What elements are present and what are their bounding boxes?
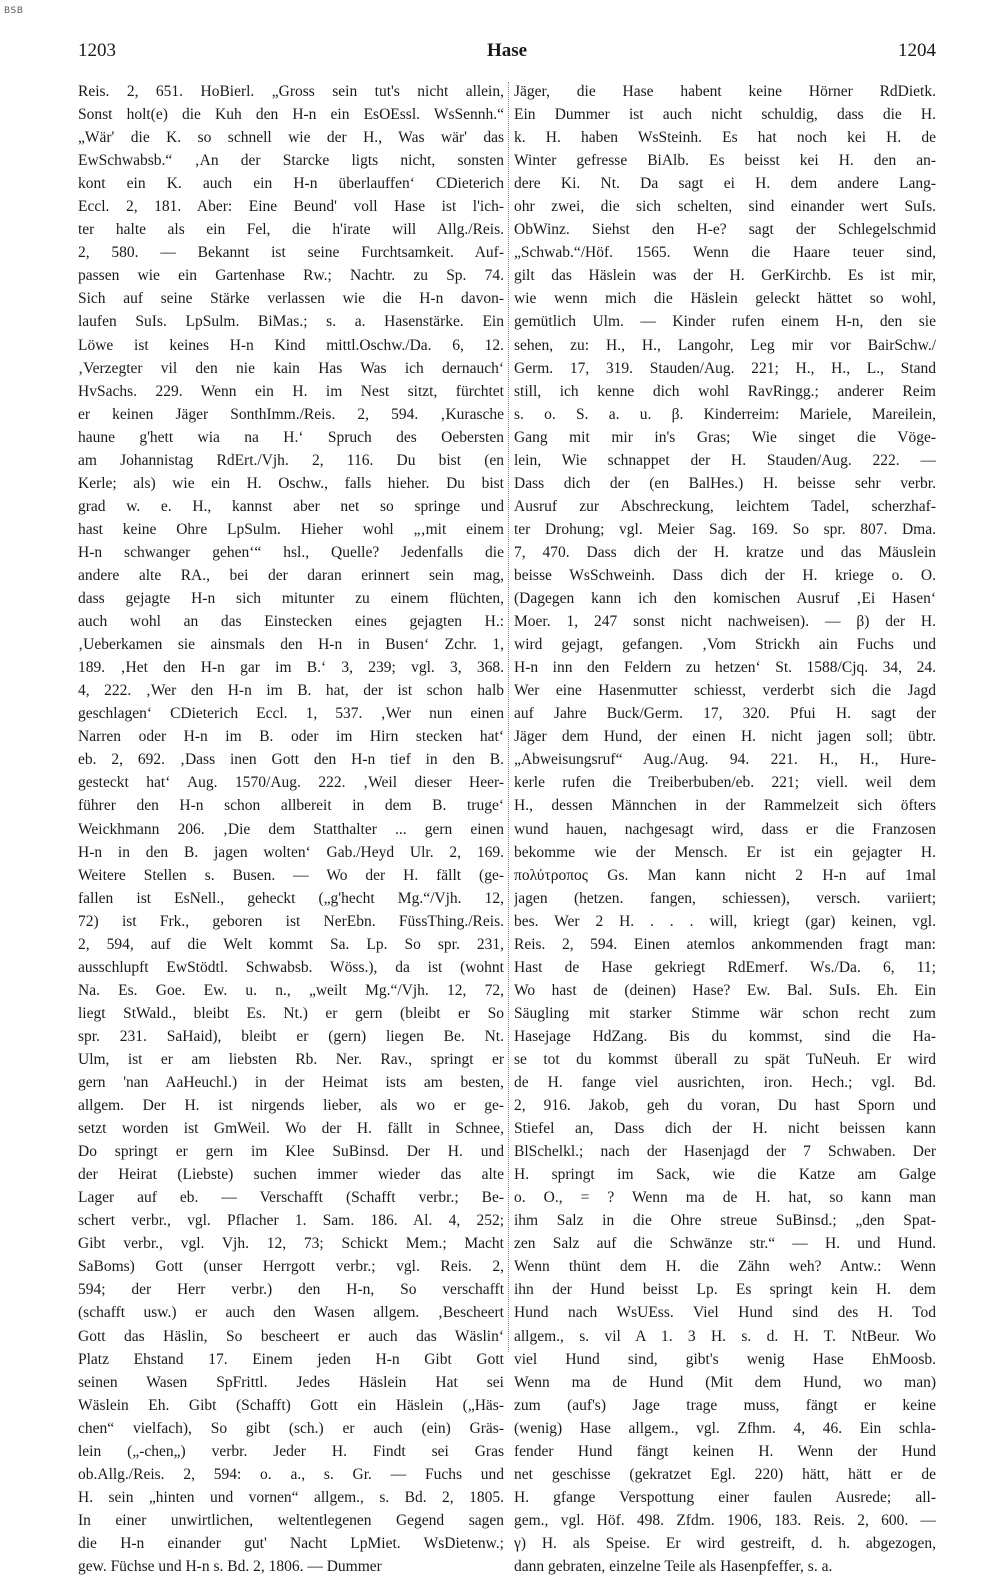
text-line: „Schwab.“/Höf. 1565. Wenn die Haare teuer sind,	[514, 244, 936, 262]
text-line: die H-n einander gut' Nacht LpMiet. WsDietenw.;	[78, 1534, 504, 1552]
text-line: Na. Es. Goe. Ew. u. n., „weilt Mg.“/Vjh. 12, 72,	[78, 981, 504, 999]
right-text-column	[514, 80, 936, 1575]
text-line: ohr zwei, die sich schelten, sind einander wert SuIs.	[514, 198, 936, 216]
text-line: o. O., = ? Wenn ma de H. hat, so kann man	[514, 1189, 936, 1207]
text-line: dere Ki. Nt. Da sagt ei H. dem andere Lang-	[514, 175, 936, 193]
text-line: still, ich kenne dich wohl RavRingg.; anderer Reim	[514, 382, 936, 400]
text-line: hast keine Ohre LpSulm. Hieher wohl „‚mit einem	[78, 520, 504, 538]
text-line: k. H. haben WsSteinh. Es hat noch kei H. de	[514, 129, 936, 147]
text-line: Platz Ehstand 17. Einem jeden H-n Gibt Gott	[78, 1350, 504, 1368]
text-line: der Heirat (Liebste) suchen immer wieder das alte	[78, 1166, 504, 1184]
text-line: Gang mit mir in's Gras; Wie singet die Vöge-	[514, 428, 936, 446]
text-line: H. sein „hinten und vornen“ allgem., s. Bd. 2, 1805.	[78, 1488, 504, 1506]
text-line: Winter gefresse BiAlb. Es beisst kei H. den an-	[514, 152, 936, 170]
text-line: 72) ist Frk., geboren ist NerEbn. FüssThing./Reis.	[78, 912, 504, 930]
text-line: (wenig) Hase allgem., vgl. Zfhm. 4, 46. Ein schla-	[514, 1419, 936, 1437]
text-line: eb. 2, 692. ‚Dass inen Gott den H-n tief in den B.	[78, 751, 504, 769]
text-line: (schafft usw.) er auch den Wasen allgem. ‚Bescheert	[78, 1304, 504, 1322]
text-line: Kerle; als) wie ein H. Oschw., falls hieher. Du bist	[78, 474, 504, 492]
text-line: beisse WsSchweinh. Dass dich der H. kriege o. O.	[514, 566, 936, 584]
text-line: Reis. 2, 651. HoBierl. „Gross sein tut's nicht allein,	[78, 83, 504, 100]
text-line: liegt StWald., bleibt Es. Nt.) er gern (bleibt er So	[78, 1004, 504, 1022]
text-line: Wer eine Hasenmutter schiesst, verderbt sich die Jagd	[514, 682, 936, 700]
text-line: schert verbr., vgl. Pflacher 1. Sam. 186. Al. 4, 252;	[78, 1212, 504, 1230]
text-line: πολύτροπος Gs. Man kann nicht 2 H-n auf 1mal	[514, 866, 936, 884]
text-line: H-n in den B. jagen wolten‘ Gab./Heyd Ulr. 2, 169.	[78, 843, 504, 861]
text-line: Weickhmann 206. ‚Die dem Statthalter ... gern einen	[78, 820, 504, 838]
text-line: Sich auf seine Stärke verlassen wie die H-n davon-	[78, 290, 504, 308]
text-line: Sonst holt(e) die Kuh den H-n ein EsOEssl. WsSennh.“	[78, 106, 504, 124]
text-line: Dass dich der (en BalHes.) H. beisse sehr verbr.	[514, 474, 936, 492]
text-line: Hasejage HdZang. Bis du kommst, sind die Ha-	[514, 1027, 936, 1045]
text-line: laufen SuIs. LpSulm. BiMas.; s. a. Hasenstärke. Ein	[78, 313, 504, 331]
text-line: ‚Verzegter vil den nie kain Has Was ich dernauch‘	[78, 359, 504, 377]
text-line: sehen, zu: H., H., Langohr, Leg mir vor BairSchw./	[514, 336, 936, 354]
text-line: haune g'hett wia na H.‘ Spruch des Oebersten	[78, 428, 504, 446]
text-line: BlSchelkl.; nach der Hasenjagd der 7 Schwaben. Der	[514, 1143, 936, 1161]
text-line: ‚Ueberkamen sie ainsmals den H-n in Busen‘ Zchr. 1,	[78, 636, 504, 654]
text-line: (Dagegen kann ich den komischen Ausruf ‚Ei Hasen‘	[514, 590, 936, 608]
text-line: viel Hund sind, gibt's wenig Hase EhMoosb.	[514, 1350, 936, 1368]
text-line: H. springt im Sack, wie die Katze am Galge	[514, 1166, 936, 1184]
text-line: H-n inn den Feldern zu hetzen‘ St. 1588/Cjq. 34, 24.	[514, 659, 936, 677]
text-line: zen Salz auf die Schwänze str.“ — H. und Hund.	[514, 1235, 936, 1253]
text-line: er keinen Jäger SonthImm./Reis. 2, 594. ‚Kurasche	[78, 405, 504, 423]
text-line: Wäslein Eh. Gibt (Schafft) Gott ein Häslein („Häs-	[78, 1396, 504, 1414]
text-line: Weitere Stellen s. Busen. — Wo der H. fällt (ge-	[78, 866, 504, 884]
text-line: „Abweisungsruf“ Aug./Aug. 94. 221. H., H., Hure-	[514, 751, 936, 769]
text-line: seinen Wasen SpFrittl. Jedes Häslein Hat sei	[78, 1373, 504, 1391]
text-line: kont ein K. auch ein H-n überlauffen‘ CDieterich	[78, 175, 504, 193]
text-line: „Wär' die K. so schnell wie der H., Was wär' das	[78, 129, 504, 147]
text-line: Reis. 2, 594. Einen atemlos ankommenden fragt man:	[514, 935, 936, 953]
text-line: Germ. 17, 319. Stauden/Aug. 221; H., H., L., Stand	[514, 359, 936, 377]
text-line: spr. 231. SaHaid), bleibt er (gern) liegen Be. Nt.	[78, 1027, 504, 1045]
text-line: dass gejagte H-n sich mitunter zu einem flüchten,	[78, 590, 504, 608]
text-line: bes. Wer 2 H. . . . will, kriegt (gar) keinen, vgl.	[514, 912, 936, 930]
text-line: s. o. S. a. u. β. Kinderreim: Mariele, Mareilein,	[514, 405, 936, 423]
text-line: net geschisse (gekratzet Egl. 220) hätt, hätt er de	[514, 1465, 936, 1483]
text-line: Stiefel an, Dass dich der H. nicht beissen kann	[514, 1120, 936, 1138]
text-line: 2, 594, auf die Welt kommt Sa. Lp. So spr. 231,	[78, 935, 504, 953]
text-line: ter Drohung; vgl. Meier Sag. 169. So spr. 807. Dma.	[514, 520, 936, 538]
page-header	[78, 40, 936, 66]
text-line: Jäger dem Hund, der einen H. nicht jagen soll; übtr.	[514, 728, 936, 746]
text-line: Do springt er gern im Klee SuBinsd. Der H. und	[78, 1143, 504, 1161]
text-line: geschlagen‘ CDieterich Eccl. 1, 537. ‚Wer nun einen	[78, 705, 504, 723]
text-line: führer den H-n schon allbereit in dem B. truge‘	[78, 797, 504, 815]
text-line: Löwe ist keines H-n Kind mittl.Oschw./Da. 6, 12.	[78, 336, 504, 354]
text-line: wird gejagt, gefangen. ‚Vom Strickh ain Fuchs und	[514, 636, 936, 654]
text-line: bekomme wie der Mensch. Er ist ein gejagter H.	[514, 843, 936, 861]
text-line: 7, 470. Dass dich der H. kratze und das Mäuslein	[514, 543, 936, 561]
text-line: Ulm, ist er am liebsten Rb. Ner. Rav., springt er	[78, 1050, 504, 1068]
text-line: andere alte RA., bei der daran erinnert sein mag,	[78, 566, 504, 584]
text-line: 2, 916. Jakob, geh du voran, Du hast Sporn und	[514, 1097, 936, 1115]
text-line: Gott das Häslin, So bescheert er auch das Wäslin‘	[78, 1327, 504, 1345]
text-line: H-n schwanger gehen‘“ hsl., Quelle? Jedenfalls die	[78, 543, 504, 561]
text-line: gem., vgl. Höf. 498. Zfdm. 1906, 183. Reis. 2, 600. —	[514, 1511, 936, 1529]
text-line: wie wenn mich die Häslein geleckt hättet so wohl,	[514, 290, 936, 308]
text-line: 4, 222. ‚Wer den H-n im B. hat, der ist schon halb	[78, 682, 504, 700]
text-line: allgem., s. vil A 1. 3 H. s. d. H. T. NtBeur. Wo	[514, 1327, 936, 1345]
text-line: H., dessen Männchen in der Rammelzeit sich öfters	[514, 797, 936, 815]
text-line: γ) H. als Speise. Er wird gestreift, d. h. abgezogen,	[514, 1534, 936, 1552]
text-line: gemütlich Ulm. — Kinder rufen einem H-n, den sie	[514, 313, 936, 331]
text-line: Gibt verbr., vgl. Vjh. 12, 73; Schickt Mem.; Macht	[78, 1235, 504, 1253]
text-line: H. gfange Verspottung einer faulen Ausrede; all-	[514, 1488, 936, 1506]
text-line: gesteckt hat‘ Aug. 1570/Aug. 222. ‚Weil dieser Heer-	[78, 774, 504, 792]
text-line: Säugling mit starker Stimme wär schon recht zum	[514, 1004, 936, 1022]
text-line: ObWinz. Siehst den H-e? sagt der Schlegelschmid	[514, 221, 936, 239]
library-logo: BSB	[4, 6, 24, 16]
text-line: se tot du kommst überall zu spät TuNeuh. Er wird	[514, 1050, 936, 1068]
text-line: fender Hund fängt keinen H. Wenn der Hund	[514, 1442, 936, 1460]
text-line: setzt worden ist GmWeil. Wo der H. fällt in Schnee,	[78, 1120, 504, 1138]
text-line: gew. Füchse und H-n s. Bd. 2, 1806. — Dummer	[78, 1558, 382, 1575]
text-line: de H. fange viel ausrichten, iron. Hech.; vgl. Bd.	[514, 1074, 936, 1092]
text-line: ihn der Hund beisst Lp. Es springt kein H. dem	[514, 1281, 936, 1299]
text-line: grad w. e. H., kannst aber net so springe und	[78, 497, 504, 515]
text-line: jagen (hetzen. fangen, schiessen), versch. variiert;	[514, 889, 936, 907]
text-line: auf Jahre Buck/Germ. 17, 320. Pfui H. sagt der	[514, 705, 936, 723]
text-line: gern 'nan AaHeuchl.) in der Heimat ists am besten,	[78, 1074, 504, 1092]
text-line: ausschlupft EwStödtl. Schwabsb. Wöss.), da ist (wohnt	[78, 958, 504, 976]
text-line: ihm Salz in die Ohre streue SuBinsd.; „den Spat-	[514, 1212, 936, 1230]
text-line: 2, 580. — Bekannt ist seine Furchtsamkeit. Auf-	[78, 244, 504, 262]
text-line: Wo hast de (deinen) Hase? Ew. Bal. SuIs. Eh. Ein	[514, 981, 936, 999]
text-line: 189. ‚Het den H-n gar im B.‘ 3, 239; vgl. 3, 368.	[78, 659, 504, 677]
text-line: kerle rufen die Treiberbuben/eb. 221; viell. weil dem	[514, 774, 936, 792]
text-line: ter halte als ein Fel, die h'irate will Allg./Reis.	[78, 221, 504, 239]
text-line: chen“ vielfach), So gibt (sch.) er auch (ein) Gräs-	[78, 1419, 504, 1437]
text-line: Lager auf eb. — Verschafft (Schafft verbr.; Be-	[78, 1189, 504, 1207]
column-divider	[508, 82, 509, 1352]
text-line: allgem. Der H. ist nirgends lieber, als wo er ge-	[78, 1097, 504, 1115]
text-line: dann gebraten, einzelne Teile als Hasenpfeffer, s. a.	[514, 1558, 833, 1575]
text-line: fallen ist EsNell., geheckt („g'hecht Mg.“/Vjh. 12,	[78, 889, 504, 907]
text-line: auch wohl an das Einstecken eines gejagten H.:	[78, 613, 504, 631]
text-line: ob.Allg./Reis. 2, 594: o. a., s. Gr. — Fuchs und	[78, 1465, 504, 1483]
text-line: Ein Dummer ist auch nicht schuldig, dass die H.	[514, 106, 936, 124]
text-line: wund hauen, nachgesagt wird, dass er die Franzosen	[514, 820, 936, 838]
text-line: EwSchwabsb.“ ‚An der Starcke ligts nicht, sonsten	[78, 152, 504, 170]
page-number-left: 1203	[78, 40, 116, 61]
running-headword: Hase	[486, 40, 528, 61]
text-line: SaBoms) Gott (unser Herrgott verbr.; vgl. Reis. 2,	[78, 1258, 504, 1276]
text-line: Wenn thünt dem H. die Zähn weh? Antw.: Wenn	[514, 1258, 936, 1276]
text-line: HvSachs. 229. Wenn ein H. im Nest sitzt, fürchtet	[78, 382, 504, 400]
text-line: Hund nach WsUEss. Viel Hund sind des H. Tod	[514, 1304, 936, 1322]
text-line: passen wie ein Gartenhase Rw.; Nachtr. zu Sp. 74.	[78, 267, 504, 285]
text-line: Eccl. 2, 181. Aber: Eine Beund' voll Hase ist l'ich-	[78, 198, 504, 216]
text-line: 594; der Herr verbr.) den H-n, So verschafft	[78, 1281, 504, 1299]
text-line: Jäger, die Hase habent keine Hörner RdDietk.	[514, 83, 936, 100]
page-number-right: 1204	[898, 40, 936, 61]
left-text-column	[78, 80, 504, 1575]
text-line: gilt das Häslein was der H. GerKirchb. Es ist mir,	[514, 267, 936, 285]
text-line: Ausruf zur Abschreckung, leichtem Tadel, scherzhaf-	[514, 497, 936, 515]
text-line: lein („-chen„) verbr. Jeder H. Findt sei Gras	[78, 1442, 504, 1460]
text-line: Hast de Hase gekriegt RdEmerf. Ws./Da. 6, 11;	[514, 958, 936, 976]
text-line: lein, Wie schnappet der H. Stauden/Aug. 222. —	[514, 451, 936, 469]
text-line: Wenn ma de Hund (Mit dem Hund, wo man)	[514, 1373, 936, 1391]
text-line: am Johannistag RdErt./Vjh. 2, 116. Du bist (en	[78, 451, 504, 469]
text-line: zum (auf's) Jage trage muss, fängt er keine	[514, 1396, 936, 1414]
text-line: Moer. 1, 247 sonst nicht nachweisen). — β) der H.	[514, 613, 936, 631]
text-line: In einer unwirtlichen, weltentlegenen Gegend sagen	[78, 1511, 504, 1529]
text-line: Narren oder H-n im B. oder im Hirn stecken hat‘	[78, 728, 504, 746]
